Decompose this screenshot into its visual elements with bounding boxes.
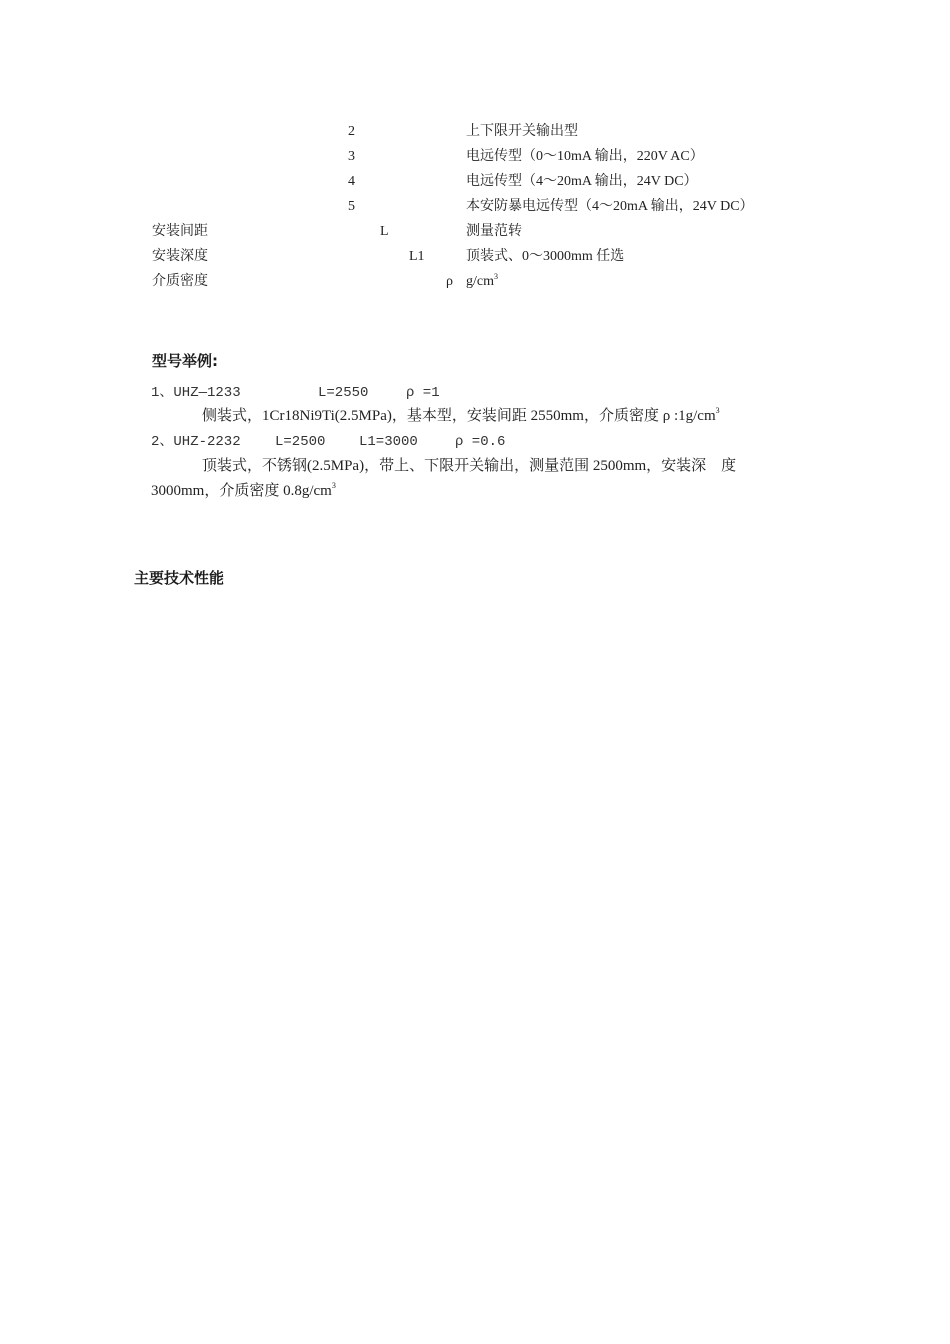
option-code: 5 (348, 199, 355, 214)
example-2-rho: ρ =0.6 (455, 434, 506, 450)
option-desc: 本安防暴电远传型（4～20mA 输出，24V DC） (466, 199, 754, 214)
param-unit-density: $g/cm^3$ (466, 272, 498, 289)
example-2-l: L=2500 (275, 434, 326, 450)
param-desc-spacing: 测量范转 (466, 224, 522, 239)
param-desc-depth: 顶装式、0～3000mm 任选 (466, 249, 625, 264)
example-2-model: 2、UHZ-2232 (151, 434, 241, 450)
example-2-l1: L1=3000 (359, 434, 418, 450)
param-symbol-spacing: L (380, 224, 389, 239)
option-desc: 上下限开关输出型 (466, 124, 578, 139)
example-1-desc: 侧装式，1Cr18Ni9Ti(2.5MPa)，基本型，安装间距 2550mm，介质密度 ρ $:1g/cm^3$ (202, 406, 720, 424)
param-symbol-depth: L1 (409, 249, 425, 264)
option-code: 2 (348, 124, 355, 139)
param-symbol-density: ρ (446, 274, 453, 289)
param-label-depth: 安装深度 (152, 249, 208, 264)
example-2-desc-line2: 3000mm，介质密度 $0.8g/cm^3$ (151, 481, 336, 499)
option-code: 4 (348, 174, 355, 189)
example-1-model: 1、UHZ—1233 (151, 385, 241, 401)
option-desc: 电远传型（0～10mA 输出，220V AC） (466, 149, 704, 164)
param-label-spacing: 安装间距 (152, 224, 208, 239)
param-label-density: 介质密度 (152, 274, 208, 289)
example-1-rho: ρ =1 (406, 385, 440, 401)
section-title: 主要技术性能 (134, 569, 225, 587)
examples-heading: 型号举例: (152, 352, 218, 370)
option-code: 3 (348, 149, 355, 164)
example-2-desc-line1: 顶装式，不锈钢(2.5MPa)，带上、下限开关输出，测量范围 2500mm，安装深 度 (202, 458, 737, 474)
option-desc: 电远传型（4～20mA 输出，24V DC） (466, 174, 698, 189)
example-1-l: L=2550 (318, 385, 369, 401)
